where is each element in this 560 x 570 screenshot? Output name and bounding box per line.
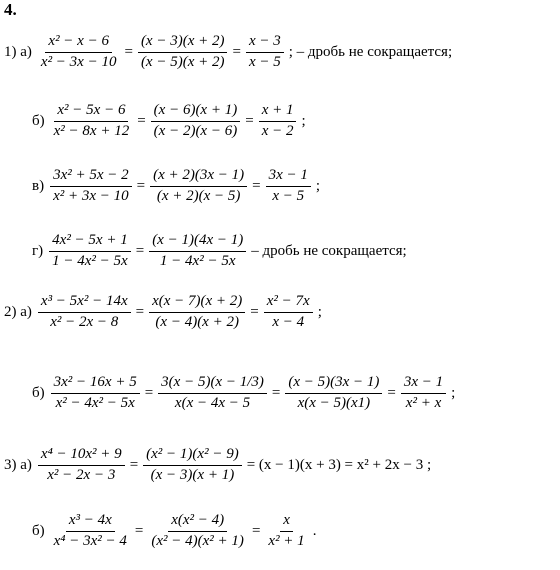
denominator: (x − 4)(x + 2) xyxy=(155,313,239,330)
numerator: 4x² − 5x + 1 xyxy=(49,232,131,251)
equation-row xyxy=(4,293,322,331)
numerator: x² − 5x − 6 xyxy=(54,102,128,121)
item-label: в) xyxy=(32,177,45,194)
item-label: б) xyxy=(32,384,45,401)
numerator: x xyxy=(280,512,293,531)
fraction xyxy=(38,446,125,484)
denominator: x² + 1 xyxy=(268,532,305,549)
numerator: x³ − 5x² − 14x xyxy=(38,293,131,312)
numerator: x⁴ − 10x² + 9 xyxy=(38,446,125,465)
equals-sign: = xyxy=(135,242,145,259)
equals-sign: = xyxy=(137,112,146,129)
denominator: x(x − 5)(x1) xyxy=(297,394,371,411)
fraction xyxy=(401,374,446,412)
denominator: (x − 3)(x + 1) xyxy=(150,466,235,483)
equals-sign: = xyxy=(251,522,261,539)
fraction xyxy=(149,232,246,270)
denominator: x² + 3x − 10 xyxy=(53,187,129,204)
equals-sign: = xyxy=(387,384,396,401)
fraction xyxy=(246,33,284,71)
denominator: x − 5 xyxy=(248,53,281,70)
denominator: x(x − 4x − 5 xyxy=(174,394,251,411)
equals-sign: = xyxy=(250,303,259,320)
fraction xyxy=(259,102,297,140)
denominator: x² − 4x² − 5x xyxy=(55,394,135,411)
item-label: 2) а) xyxy=(4,303,32,320)
equation-row xyxy=(32,232,407,270)
equals-sign: = xyxy=(144,384,154,401)
item-label: г) xyxy=(32,242,44,259)
denominator: x − 2 xyxy=(261,122,294,139)
equation-row xyxy=(32,102,306,140)
numerator: x(x − 7)(x + 2) xyxy=(149,293,245,312)
item-label: 1) а) xyxy=(4,43,32,60)
fraction xyxy=(149,293,245,331)
equals-sign: = xyxy=(136,177,146,194)
fraction xyxy=(265,512,307,550)
trailing-text: . xyxy=(312,522,317,539)
trailing-text: ; xyxy=(315,177,321,194)
numerator: (x + 2)(3x − 1) xyxy=(150,167,247,186)
trailing-text: = (x − 1)(x + 3) = x² + 2x − 3 ; xyxy=(246,456,432,473)
trailing-text: – дробь не сокращается; xyxy=(251,242,407,259)
equals-sign: = xyxy=(135,303,145,320)
denominator: x² − 2x − 3 xyxy=(47,466,116,483)
numerator: 3(x − 5)(x − 1/3) xyxy=(158,374,267,393)
fraction xyxy=(151,102,241,140)
denominator: (x − 5)(x + 2) xyxy=(140,53,225,70)
trailing-text: ; xyxy=(317,303,322,320)
numerator: (x − 6)(x + 1) xyxy=(151,102,241,121)
equals-sign: = xyxy=(129,456,139,473)
problem-number: 4. xyxy=(4,0,17,19)
fraction xyxy=(266,167,311,205)
fraction xyxy=(150,167,247,205)
numerator: x + 1 xyxy=(259,102,297,121)
trailing-text: ; xyxy=(451,384,456,401)
denominator: x⁴ − 3x² − 4 xyxy=(53,532,127,549)
fraction xyxy=(264,293,313,331)
fraction xyxy=(49,232,131,270)
numerator: x − 3 xyxy=(246,33,284,52)
denominator: x² − 8x + 12 xyxy=(53,122,130,139)
equation-row xyxy=(4,446,431,484)
equals-sign: = xyxy=(232,43,241,60)
numerator: 3x² + 5x − 2 xyxy=(50,167,132,186)
denominator: x − 4 xyxy=(272,313,305,330)
equation-row xyxy=(4,33,452,71)
denominator: 1 − 4x² − 5x xyxy=(159,252,236,269)
fraction xyxy=(51,512,130,550)
numerator: 3x − 1 xyxy=(401,374,446,393)
equals-sign: = xyxy=(134,522,144,539)
fraction xyxy=(51,102,133,140)
numerator: 3x² − 16x + 5 xyxy=(51,374,140,393)
fraction xyxy=(38,293,131,331)
numerator: (x − 3)(x + 2) xyxy=(138,33,228,52)
denominator: x² − 2x − 8 xyxy=(50,313,119,330)
equals-sign: = xyxy=(271,384,281,401)
item-label: б) xyxy=(32,112,45,129)
fraction xyxy=(51,374,140,412)
equation-row xyxy=(32,374,455,412)
equals-sign: = xyxy=(245,112,254,129)
denominator: (x² − 4)(x² + 1) xyxy=(151,532,244,549)
fraction xyxy=(143,446,242,484)
fraction xyxy=(50,167,132,205)
denominator: x − 5 xyxy=(272,187,305,204)
numerator: 3x − 1 xyxy=(266,167,311,186)
equation-row xyxy=(32,512,316,550)
numerator: x² − x − 6 xyxy=(45,33,112,52)
denominator: (x − 2)(x − 6) xyxy=(153,122,238,139)
numerator: (x − 5)(3x − 1) xyxy=(285,374,382,393)
denominator: (x + 2)(x − 5) xyxy=(156,187,241,204)
item-label: б) xyxy=(32,522,45,539)
fraction xyxy=(138,33,228,71)
numerator: (x − 1)(4x − 1) xyxy=(149,232,246,251)
denominator: x² + x xyxy=(405,394,442,411)
numerator: x(x² − 4) xyxy=(168,512,227,531)
denominator: x² − 3x − 10 xyxy=(40,53,117,70)
fraction xyxy=(158,374,267,412)
fraction xyxy=(285,374,382,412)
trailing-text: ; xyxy=(301,112,306,129)
item-label: 3) а) xyxy=(4,456,32,473)
numerator: x² − 7x xyxy=(264,293,313,312)
equation-row xyxy=(32,167,320,205)
denominator: 1 − 4x² − 5x xyxy=(52,252,128,269)
numerator: x³ − 4x xyxy=(66,512,115,531)
equals-sign: = xyxy=(252,177,261,194)
trailing-text: ; – дробь не сокращается; xyxy=(288,43,453,60)
numerator: (x² − 1)(x² − 9) xyxy=(143,446,242,465)
fraction xyxy=(148,512,247,550)
equals-sign: = xyxy=(124,43,133,60)
fraction xyxy=(38,33,120,71)
